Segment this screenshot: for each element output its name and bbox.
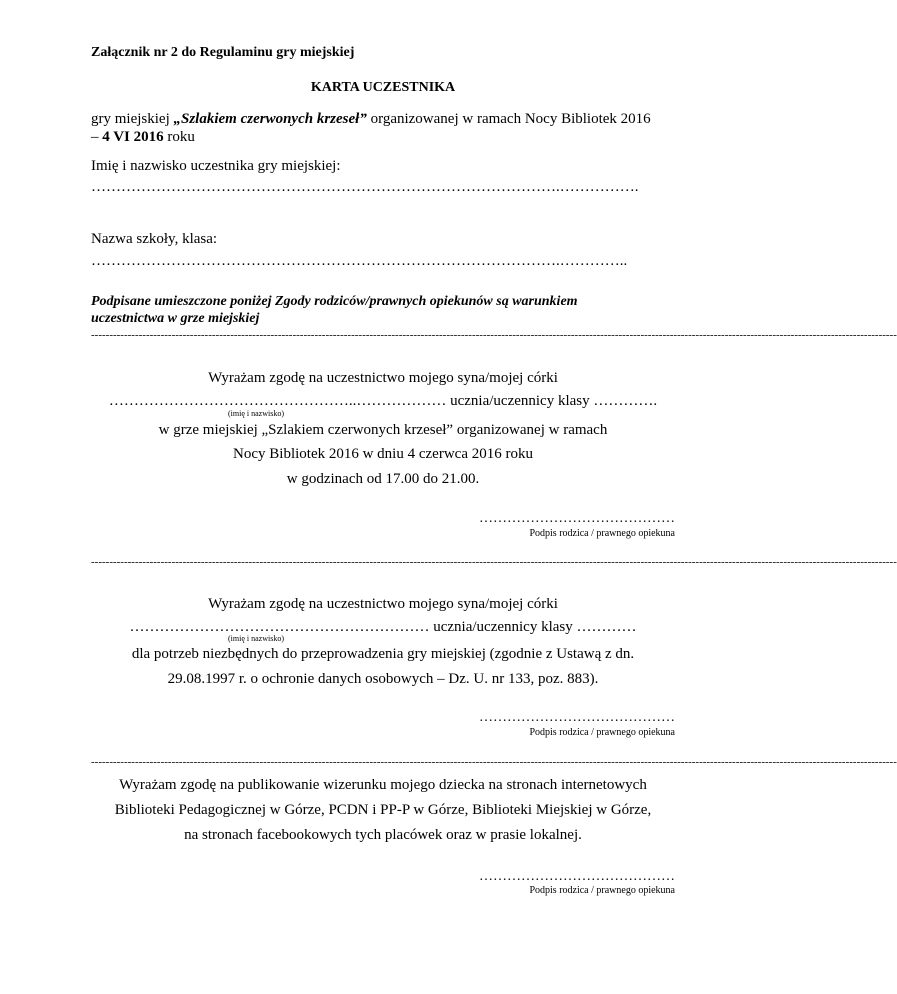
consent2-name-caption: (imię i nazwisko) [228, 634, 284, 643]
consent1-name-caption: (imię i nazwisko) [228, 409, 284, 418]
school-class-field[interactable]: ………………………………………………………………………………….………….. [91, 253, 628, 269]
intro-suffix: roku [163, 129, 195, 145]
consent2-signature-field[interactable]: …………………………………… [479, 710, 675, 725]
intro-prefix: gry miejskiej [91, 111, 174, 127]
separator-line: ---------------------------------------------------------------------------------------------------------------------------------------------------------------------------------------------------------------------------- [91, 329, 897, 341]
separator-line: ---------------------------------------------------------------------------------------------------------------------------------------------------------------------------------------------------------------------------- [91, 756, 897, 768]
consent1-name-field[interactable]: …………………………………………..……………… ucznia/uczennicy klasy …………. [108, 393, 658, 409]
notice-line-2: uczestnictwa w grze miejskiej [91, 311, 260, 326]
consent1-line-4: Nocy Bibliotek 2016 w dniu 4 czerwca 2016 roku [233, 446, 533, 462]
consent3-line-2: Biblioteki Pedagogicznej w Górze, PCDN i PP-P w Górze, Biblioteki Miejskiej w Górze, [114, 802, 652, 818]
consent2-signature-label: Podpis rodzica / prawnego opiekuna [529, 727, 675, 738]
consent1-line-3: w grze miejskiej „Szlakiem czerwonych krzeseł” organizowanej w ramach [158, 422, 608, 438]
notice-line-1: Podpisane umieszczone poniżej Zgody rodziców/prawnych opiekunów są warunkiem [91, 294, 578, 309]
intro-line-1 [91, 110, 651, 128]
attachment-heading: Załącznik nr 2 do Regulaminu gry miejskiej [91, 45, 355, 60]
participant-name-label: Imię i nazwisko uczestnika gry miejskiej: [91, 158, 341, 174]
consent1-line-5: w godzinach od 17.00 do 21.00. [286, 471, 480, 487]
intro-line-2 [91, 128, 195, 146]
consent2-line-4: 29.08.1997 r. o ochronie danych osobowych – Dz. U. nr 133, poz. 883). [167, 671, 599, 687]
consent1-signature-field[interactable]: …………………………………… [479, 511, 675, 526]
game-name: „Szlakiem czerwonych krzeseł” [173, 111, 367, 127]
consent3-signature-label: Podpis rodzica / prawnego opiekuna [529, 885, 675, 896]
intro-dash: – [91, 129, 103, 145]
consent3-line-1: Wyrażam zgodę na publikowanie wizerunku mojego dziecka na stronach internetowych [119, 777, 647, 793]
consent2-name-field[interactable]: …………………………………………………… ucznia/uczennicy klasy ………… [129, 619, 637, 635]
consent3-signature-field[interactable]: …………………………………… [479, 869, 675, 884]
separator-line: ---------------------------------------------------------------------------------------------------------------------------------------------------------------------------------------------------------------------------- [91, 556, 897, 568]
school-class-label: Nazwa szkoły, klasa: [91, 231, 218, 247]
participant-name-field[interactable]: ………………………………………………………………………………….……………. [91, 179, 639, 195]
consent2-line-3: dla potrzeb niezbędnych do przeprowadzenia gry miejskiej (zgodnie z Ustawą z dn. [131, 646, 635, 662]
consent1-line-1: Wyrażam zgodę na uczestnictwo mojego syna/mojej córki [208, 370, 558, 386]
intro-mid: organizowanej w ramach Nocy Bibliotek 2016 [366, 111, 651, 127]
game-date: 4 VI 2016 [102, 129, 164, 145]
consent3-line-3: na stronach facebookowych tych placówek oraz w prasie lokalnej. [184, 827, 582, 843]
page-title: KARTA UCZESTNIKA [310, 80, 456, 95]
consent1-signature-label: Podpis rodzica / prawnego opiekuna [529, 528, 675, 539]
consent2-line-1: Wyrażam zgodę na uczestnictwo mojego syna/mojej córki [208, 596, 558, 612]
